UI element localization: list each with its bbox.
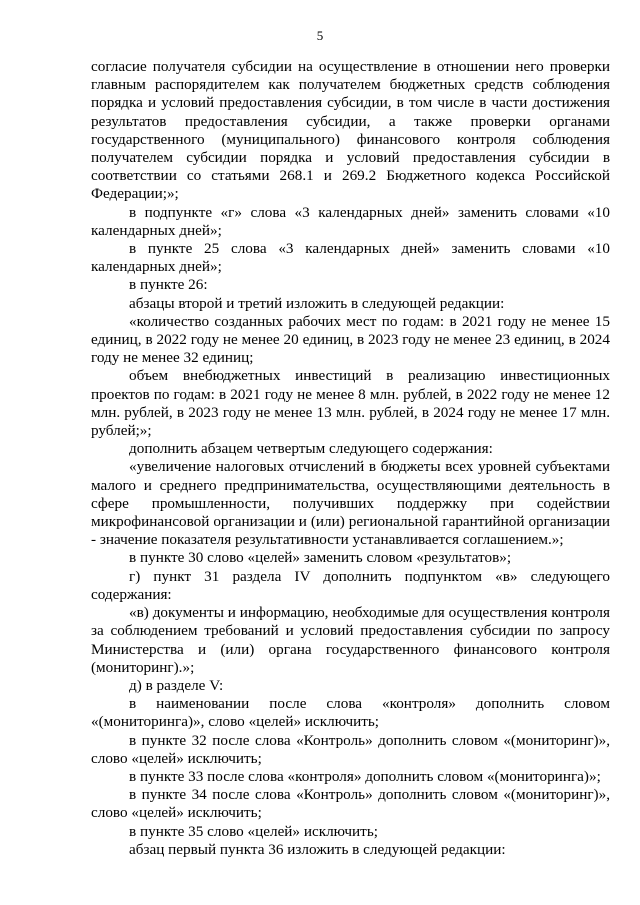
paragraph: в пункте 34 после слова «Контроль» дополнить словом «(мониторинг)», слово «целей» исключить; xyxy=(91,786,610,822)
paragraph: в наименовании после слова «контроля» дополнить словом «(мониторинга)», слово «целей» исключить; xyxy=(91,695,610,731)
paragraph: в пункте 35 слово «целей» исключить; xyxy=(129,822,378,840)
paragraph: д) в разделе V: xyxy=(129,676,224,694)
paragraph: абзацы второй и третий изложить в следующей редакции: xyxy=(129,294,505,312)
paragraph: в подпункте «г» слова «3 календарных дней» заменить словами «10 календарных дней»; xyxy=(91,203,610,239)
paragraph: «в) документы и информацию, необходимые для осуществления контроля за соблюдением требований и условий предоставления субсидии по запросу Министерства и (или) органа государственного финансового контроля (мониторинг).»; xyxy=(91,604,610,676)
paragraph: «увеличение налоговых отчислений в бюджеты всех уровней субъектами малого и среднего предпринимательства, осуществляющими деятельность в сфере промышленности, получивших поддержку при содействии микрофинансовой организации и (или) региональной гарантийной организации - значение показателя результативности устанавливается соглашением.»; xyxy=(91,458,610,549)
paragraph: в пункте 26: xyxy=(129,276,208,294)
paragraph: в пункте 30 слово «целей» заменить словом «результатов»; xyxy=(129,549,512,567)
paragraph: в пункте 32 после слова «Контроль» дополнить словом «(мониторинг)», слово «целей» исключить; xyxy=(91,731,610,767)
paragraph: г) пункт 31 раздела IV дополнить подпунктом «в» следующего содержания: xyxy=(91,567,610,603)
paragraph: в пункте 25 слова «3 календарных дней» заменить словами «10 календарных дней»; xyxy=(91,240,610,276)
paragraph: «количество созданных рабочих мест по годам: в 2021 году не менее 15 единиц, в 2022 году не менее 20 единиц, в 2023 году не менее 23 единиц, в 2024 году не менее 32 единиц; xyxy=(91,312,610,367)
document-body xyxy=(91,58,610,859)
paragraph: в пункте 33 после слова «контроля» дополнить словом «(мониторинга)»; xyxy=(129,767,601,785)
page-number: 5 xyxy=(316,28,324,43)
paragraph: дополнить абзацем четвертым следующего содержания: xyxy=(129,440,493,458)
paragraph: согласие получателя субсидии на осуществление в отношении него проверки главным распорядителем как получателем бюджетных средств соблюдения порядка и условий предоставления субсидии, в том числе в части достижения результатов предоставления субсидии, а также проверки органами государственного (муниципального) финансового контроля соблюдения получателем субсидии порядка и условий предоставления субсидии в соответствии со статьями 268.1 и 269.2 Бюджетного кодекса Российской Федерации;»; xyxy=(91,58,610,203)
paragraph: абзац первый пункта 36 изложить в следующей редакции: xyxy=(129,840,506,858)
paragraph: объем внебюджетных инвестиций в реализацию инвестиционных проектов по годам: в 2021 году не менее 8 млн. рублей, в 2022 году не менее 12 млн. рублей, в 2023 году не менее 13 млн. рублей, в 2024 году не менее 17 млн. рублей;»; xyxy=(91,367,610,440)
